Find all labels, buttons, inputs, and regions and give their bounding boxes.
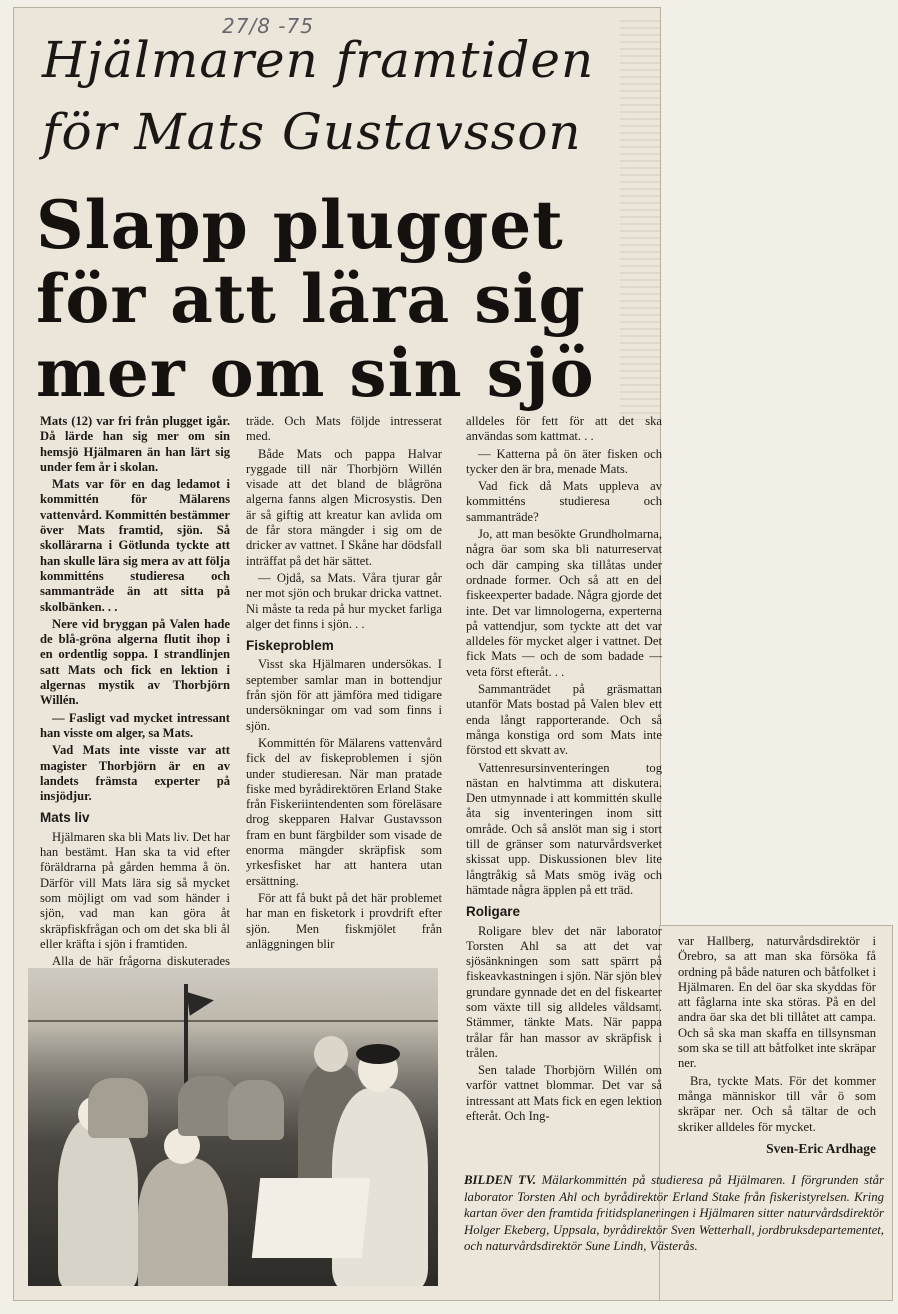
paragraph: Nere vid bryggan på Valen hade de blå-gröna algerna flutit ihop i en ordentlig soppa. I strandlinjen satt Mats och fick en lektion i algernas mystik av Thorbjörn Willén. [40,616,230,708]
paragraph: Alla de här frågorna diskuterades [52,954,230,969]
paragraph: Mats var för en dag ledamot i kommittén för Mälarens vattenvård. Kommittén bestämmer över Mats framtid, sjön. Så skollärarna i Götlunda tyckte att han skulle lära sig mera av att följa kommitténs studieresa och sammanträde än att sitta på skolbänken. . . [40,477,230,614]
paragraph: — Fasligt vad mycket intressant han visste om alger, sa Mats. [40,710,230,740]
article-column-3 [466,414,662,1126]
photo-person [138,1158,228,1286]
paragraph: Vattenresursinventeringen tog nästan en halvtimma att diskutera. Den utmynnade i att kommittén skulle åta sig inventeringen inom sitt område. Och så anslöt man sig i stort till de gränser som naturvårdsverket skissat upp. Diskussionen blev lite långtråkig så Mats smög iväg och hämtade några äpplen på ett träd. [466,760,662,897]
subheading-mats-liv: Mats liv [40,810,90,826]
paragraph: Både Mats och pappa Halvar ryggade till när Thorbjörn Willén visade att det bland de blågröna algerna fanns algen Microsystis. Den är så giftig att kreatur kan avlida om de får stora mängder i sig om de dricker av vattnet. I Skåne har dödsfall inträffat på det här sättet. [246,446,442,568]
paragraph: Vad fick då Mats uppleva av kommitténs studieresa och sammanträde? [466,479,662,524]
subheading-fiskeproblem: Fiskeproblem [246,638,334,654]
paragraph: var Hallberg, naturvårdsdirektör i Örebro, sa att man ska försöka få ordning på både naturen och båtfolket i Hjälmaren. En del öar ska skyddas för att fåglarna inte ska störas. På en del andra öar ska det bli tillåtet att campa. Och så ska man skaffa en tillsynsman som ska se till att båtfolket inte skräpar ner. [678,934,876,1071]
handwritten-date: 27/8 -75 [222,14,314,38]
photo-person [88,1078,148,1138]
news-photo [28,968,438,1286]
paragraph: — Ojdå, sa Mats. Våra tjurar går ner mot sjön och brukar dricka vattnet. Ni måste ta reda på hur mycket farliga alger det finns i sjön. . . [246,570,442,631]
photo-person-hair [356,1044,400,1064]
paragraph: Roligare blev det när laborator Torsten Ahl sa att det var sjösänkningen som satt spärrt på fiskeavkastningen i sjön. När sjön blev grundare gynnade det en del fiskearter som växte till sig alldeles våldsamt. Stämmer, tänkte Mats. När pappa trålar får han massor av skräpfisk i trålen. [466,923,662,1060]
headline-line-3: mer om sin sjö [36,334,595,412]
paragraph: Kommittén för Mälarens vattenvård fick del av fiskeproblemen i sjön under studieresan. När man pratade fiske med byrådirektören Erland Stake från Fiskeriintendenten som föreläsare drog skepparen Halvar Gustavsson fram en bunt färgbilder som visade de enorma mängder skräpfisk som yrkesfisket har att hantera utan ersättning. [246,735,442,888]
paragraph: Hjälmaren ska bli Mats liv. Det har han bestämt. Han ska ta vid efter föräldrarna på gården hemma å ön. Därför vill Mats lära sig så mycket som möjligt om vad som händer i sjön, vad man kan göra åt skräpfiskfrågan och om det ska bli ål eller kräfta i sjön i framtiden. [40,829,230,951]
article-column-4 [678,934,876,1156]
photo-horizon [28,1020,438,1022]
photo-map [252,1178,370,1258]
paragraph: Sen talade Thorbjörn Willén om varför vattnet blommar. Det var så intressant att Mats fick en egen lektion efteråt. Och Ing- [466,1063,662,1124]
byline-signature: Sven-Eric Ardhage [766,1140,876,1156]
photo-person-head [314,1036,348,1072]
photo-person [58,1118,138,1286]
paragraph: Sammanträdet på gräsmattan utanför Mats bostad på Valen blev ett enda långt rapporterande. Och så många konstiga ord som Mats inte förstod ett skvatt av. [466,682,662,758]
paragraph: — Katterna på ön äter fisken och tycker den är bra, menade Mats. [466,446,662,476]
paragraph: alldeles för fett för att det ska användas som kattmat. . . [466,414,662,444]
paragraph: träde. Och Mats följde intresserat med. [246,414,442,444]
photo-flag [186,988,215,1015]
paragraph: Visst ska Hjälmaren undersökas. I september samlar man in bottendjur från sjön för att jämföra med tidigare undersökningar om vad som finns i sjön. [246,657,442,733]
photo-person [228,1080,284,1140]
headline-line-2: för att lära sig [36,260,586,338]
kicker-line-1: Hjälmaren framtiden [42,31,595,89]
photo-caption [464,1172,884,1255]
subheading-roligare: Roligare [466,904,521,920]
paragraph: För att få bukt på det här problemet har man en fisketork i provdrift efter sjön. Men fiskmjölet från anläggningen blir [246,890,442,951]
article-column-1 [40,414,230,987]
paragraph: Vad Mats inte visste var att magister Thorbjörn är en av landets främsta experter på insjödjur. [40,743,230,804]
headline-line-1: Slapp plugget [36,186,564,264]
headline [36,188,596,410]
lead-paragraph: Mats (12) var fri från plugget igår. Då lärde han sig mer om sin hemsjö Hjälmaren än han lärt sig under fem år i skolan. [40,414,230,474]
kicker-line-2: för Mats Gustavsson [42,103,582,161]
paragraph: Bra, tyckte Mats. För det kommer många människor till vår ö som skräpar ner. Och så tältar de och skriker alldeles för mycket. [678,1073,876,1134]
caption-lead: BILDEN TV. [464,1173,536,1187]
paragraph: Jo, att man besökte Grundholmarna, några öar som ska bli naturreservat och där camping ska tillåtas under ordnade former. Och så att en del fiskeexperter badade. Några gjorde det inte. Det var limnologerna, experterna på vattendjur, som tyckte att det var alldeles för mycket alger i vattnet. Det fick Mats — och de som badade — veta först efteråt. . . [466,527,662,679]
caption-text: Mälarkommittén på studieresa på Hjälmaren. I förgrunden står laborator Torsten Ahl och byrådirektör Erland Stake från fiskeristyrelsen. Kring kartan över den framtida fritidsplaneringen i Hjälmaren sitter naturvårdsdirektör Holger Ekeberg, Uppsala, byrådirektör Sven Wetterhall, jordbruksdepartementet, och naturvårdsdirektör Sune Lindh, Västerås. [464,1173,885,1254]
article-column-2 [246,414,442,954]
